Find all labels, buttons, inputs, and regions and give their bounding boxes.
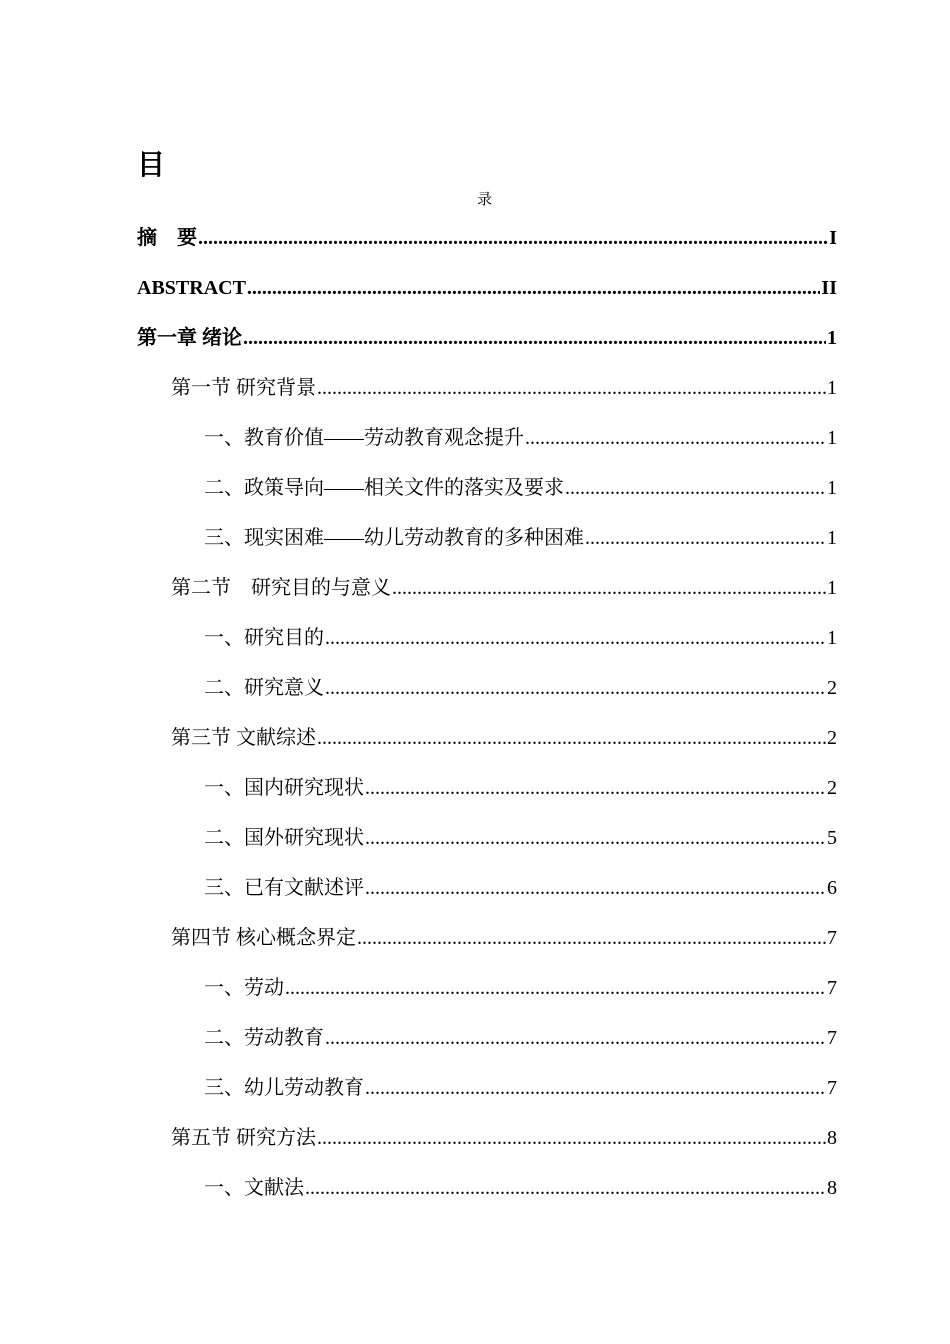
toc-leader-dots <box>365 1070 826 1106</box>
toc-entry-label: 一、研究目的 <box>204 627 324 649</box>
toc-entry-label: 第一节 研究背景 <box>171 377 316 399</box>
toc-leader-dots <box>247 270 821 306</box>
toc-entry-label: 一、教育价值——劳动教育观念提升 <box>204 427 524 449</box>
toc-leader-dots <box>325 1020 826 1056</box>
toc-page-number: 2 <box>827 677 837 699</box>
toc-title-sub: 录 <box>477 192 493 208</box>
toc-entry-subsection[interactable] <box>0 870 950 920</box>
toc-entry-label: 三、幼儿劳动教育 <box>204 1077 364 1099</box>
toc-page-number: 8 <box>827 1127 837 1149</box>
toc-page-number: 1 <box>827 427 837 449</box>
toc-page-number: 7 <box>827 927 837 949</box>
toc-entry-subsection[interactable] <box>0 770 950 820</box>
toc-leader-dots <box>357 920 826 956</box>
toc-page-number: 2 <box>827 777 837 799</box>
toc-entry-label: 三、现实困难——幼儿劳动教育的多种困难 <box>204 527 584 549</box>
toc-entry-section-3[interactable] <box>0 720 950 770</box>
toc-page-number: II <box>821 277 837 299</box>
toc-page-number: 7 <box>827 1027 837 1049</box>
toc-page-number: 8 <box>827 1177 837 1199</box>
toc-leader-dots <box>325 670 826 706</box>
toc-entry-subsection[interactable] <box>0 1070 950 1120</box>
toc-page-number: 1 <box>827 527 837 549</box>
toc-leader-dots <box>317 370 826 406</box>
toc-entry-subsection[interactable] <box>0 970 950 1020</box>
toc-leader-dots <box>325 620 826 656</box>
toc-entry-section-1[interactable] <box>0 370 950 420</box>
toc-leader-dots <box>365 770 826 806</box>
toc-entry-abstract-en[interactable] <box>0 270 950 320</box>
toc-page-number: 7 <box>827 977 837 999</box>
toc-leader-dots <box>317 720 826 756</box>
toc-leader-dots <box>305 1170 826 1206</box>
toc-page-number: 6 <box>827 877 837 899</box>
toc-entry-label: 第五节 研究方法 <box>171 1127 316 1149</box>
toc-entry-label: 第三节 文献综述 <box>171 727 316 749</box>
toc-entry-label: 二、劳动教育 <box>204 1027 324 1049</box>
toc-leader-dots <box>317 1120 826 1156</box>
toc-leader-dots <box>243 320 826 356</box>
toc-leader-dots <box>585 520 826 556</box>
toc-leader-dots <box>198 220 828 256</box>
toc-entry-label: 一、国内研究现状 <box>204 777 364 799</box>
toc-page-number: I <box>829 227 837 249</box>
toc-entry-subsection[interactable] <box>0 520 950 570</box>
toc-entry-label: 第二节 研究目的与意义 <box>171 577 391 599</box>
toc-leader-dots <box>525 420 826 456</box>
toc-entry-label: 二、政策导向——相关文件的落实及要求 <box>204 477 564 499</box>
toc-leader-dots <box>392 570 826 606</box>
toc-entry-label: 二、国外研究现状 <box>204 827 364 849</box>
toc-entry-subsection[interactable] <box>0 620 950 670</box>
toc-entry-label: 一、劳动 <box>204 977 284 999</box>
toc-page-number: 1 <box>827 377 837 399</box>
toc-page-number: 7 <box>827 1077 837 1099</box>
toc-entry-section-2[interactable] <box>0 570 950 620</box>
toc-entry-section-4[interactable] <box>0 920 950 970</box>
toc-leader-dots <box>565 470 826 506</box>
toc-page-number: 5 <box>827 827 837 849</box>
toc-entry-label: 摘 要 <box>137 227 197 249</box>
toc-entry-chapter-1[interactable] <box>0 320 950 370</box>
table-of-contents <box>0 220 950 1220</box>
toc-leader-dots <box>365 820 826 856</box>
toc-title-main: 目 <box>137 150 166 181</box>
toc-entry-label: 一、文献法 <box>204 1177 304 1199</box>
toc-entry-label: 第一章 绪论 <box>137 327 242 349</box>
toc-entry-label: ABSTRACT <box>137 277 246 299</box>
toc-entry-subsection[interactable] <box>0 470 950 520</box>
toc-entry-label: 第四节 核心概念界定 <box>171 927 356 949</box>
toc-entry-subsection[interactable] <box>0 820 950 870</box>
toc-page-number: 1 <box>827 477 837 499</box>
toc-entry-section-5[interactable] <box>0 1120 950 1170</box>
toc-entry-subsection[interactable] <box>0 420 950 470</box>
toc-page-number: 1 <box>827 577 837 599</box>
toc-entry-label: 二、研究意义 <box>204 677 324 699</box>
toc-leader-dots <box>365 870 826 906</box>
toc-entry-abstract-cn[interactable] <box>0 220 950 270</box>
toc-entry-subsection[interactable] <box>0 1170 950 1220</box>
toc-leader-dots <box>285 970 826 1006</box>
toc-entry-subsection[interactable] <box>0 670 950 720</box>
toc-page-number: 2 <box>827 727 837 749</box>
toc-page-number: 1 <box>827 327 837 349</box>
toc-entry-label: 三、已有文献述评 <box>204 877 364 899</box>
toc-page-number: 1 <box>827 627 837 649</box>
toc-entry-subsection[interactable] <box>0 1020 950 1070</box>
